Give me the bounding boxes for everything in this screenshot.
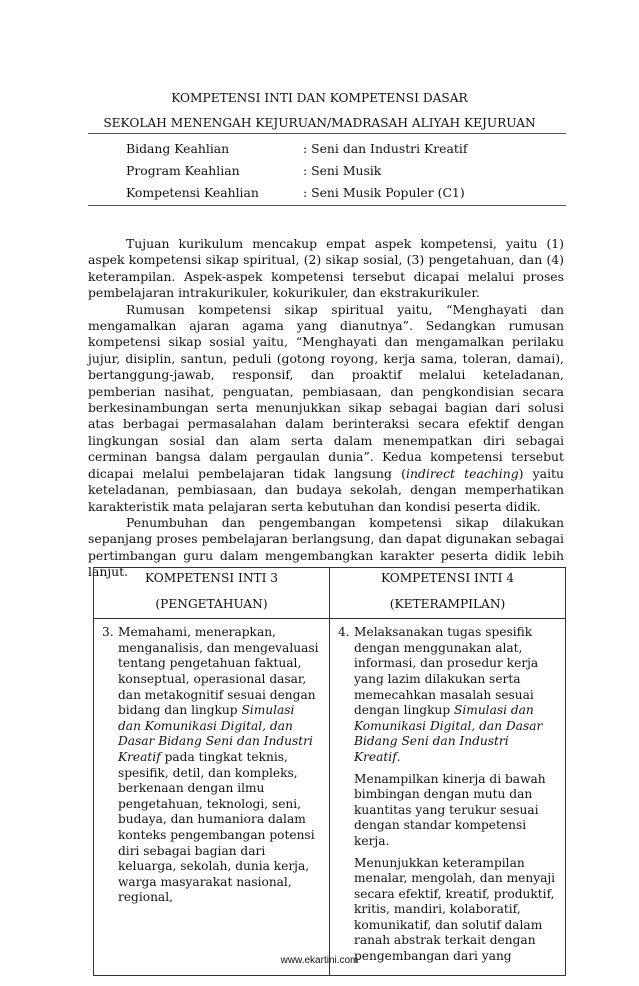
meta-label: Bidang Keahlian (126, 141, 230, 156)
item-number: 4. (338, 625, 350, 640)
paragraph-rumusan: Rumusan kompetensi sikap spiritual yaitu, “Menghayati dan mengamalkan ajaran agama yang dianutnya”. Sedangkan rumusan kompetensi sikap sosial yaitu, “Menghayati dan mengamalkan perilaku jujur, disiplin, santun, peduli (gotong royong, kerja sama, toleran, damai), bertanggung-jawab, responsif, dan proaktif melalui keteladanan, pemberian nasihat, penguatan, pembiasaan, dan pengkondisian secara berkesinambungan serta menunjukkan sikap sebagai bagian dari solusi atas berbagai permasalahan dalam berinteraksi secara efektif dengan lingkungan sosial dan alam serta dalam menempatkan diri sebagai cerminan bangsa dalam pergaulan dunia”. Kedua kompetensi tersebut dicapai melalui pembelajaran tidak langsung (indirect teaching) yaitu keteladanan, pembiasaan, dan budaya sekolah, dengan memperhatikan karakteristik mata pelajaran serta kebutuhan dan kondisi peserta didik. (88, 301, 564, 514)
program-info (126, 138, 467, 204)
paragraph-tujuan: Tujuan kurikulum mencakup empat aspek kompetensi, yaitu (1) aspek kompetensi sikap spiritual, (2) sikap sosial, (3) pengetahuan, dan (4) keterampilan. Aspek-aspek kompetensi tersebut dicapai melalui proses pembelajaran intrakurikuler, kokurikuler, dan ekstrakurikuler. (88, 236, 564, 301)
meta-value: : Seni Musik (303, 163, 382, 178)
meta-divider (88, 205, 566, 206)
document-subtitle: SEKOLAH MENENGAH KEJURUAN/MADRASAH ALIYAH KEJURUAN (103, 116, 536, 130)
table-row (94, 619, 566, 975)
cell-ki3: 3. Memahami, menerapkan, menganalisis, dan mengevaluasi tentang pengetahuan faktual, konseptual, operasional dasar, dan metakognitif sesuai dengan bidang dan lingkup Simulasi dan Komunikasi Digital, dan Dasar Bidang Seni dan Industri Kreatif pada tingkat teknis, spesifik, detil, dan kompleks, berkenaan dengan ilmu pengetahuan, teknologi, seni, budaya, dan humaniora dalam konteks pengembangan potensi diri sebagai bagian dari keluarga, sekolah, dunia kerja, warga masyarakat nasional, regional, (94, 619, 330, 975)
footer-url: www.ekartini.com (280, 955, 359, 966)
body-text (88, 236, 564, 581)
paragraph-penumbuhan: Penumbuhan dan pengembangan kompetensi sikap dilakukan sepanjang proses pembelajaran berlangsung, dan dapat digunakan sebagai pertimbangan guru dalam mengembangkan karakter peserta didik lebih lanjut. (88, 514, 564, 580)
meta-row-program (126, 160, 467, 182)
meta-label: Kompetensi Keahlian (126, 185, 259, 200)
italic-term: indirect teaching (405, 465, 519, 481)
kompetensi-table (93, 567, 566, 976)
meta-row-kompetensi (126, 182, 467, 204)
column-header-ki4: KOMPETENSI INTI 4 (KETERAMPILAN) (330, 568, 566, 619)
meta-row-bidang (126, 138, 467, 160)
cell-ki4: 4. Melaksanakan tugas spesifik dengan menggunakan alat, informasi, dan prosedur kerja yang lazim dilakukan serta memecahkan masalah sesuai dengan lingkup Simulasi dan Komunikasi Digital, dan Dasar Bidang Seni dan Industri Kreatif. Menampilkan kinerja di bawah bimbingan dengan mutu dan kuantitas yang terukur sesuai dengan standar kompetensi kerja. Menunjukkan keterampilan menalar, mengolah, dan menyaji secara efektif, kreatif, produktif, kritis, mandiri, kolaboratif, komunikatif, dan solutif dalam ranah abstrak terkait dengan pengembangan dari yang (330, 619, 566, 975)
header-divider (88, 133, 566, 134)
meta-value: : Seni dan Industri Kreatif (303, 141, 468, 156)
table-header-row (94, 568, 566, 619)
document-title: KOMPETENSI INTI DAN KOMPETENSI DASAR (171, 91, 468, 105)
column-header-ki3: KOMPETENSI INTI 3 (PENGETAHUAN) (94, 568, 330, 619)
meta-value: : Seni Musik Populer (C1) (303, 185, 465, 200)
item-number: 3. (102, 625, 114, 640)
meta-label: Program Keahlian (126, 163, 240, 178)
